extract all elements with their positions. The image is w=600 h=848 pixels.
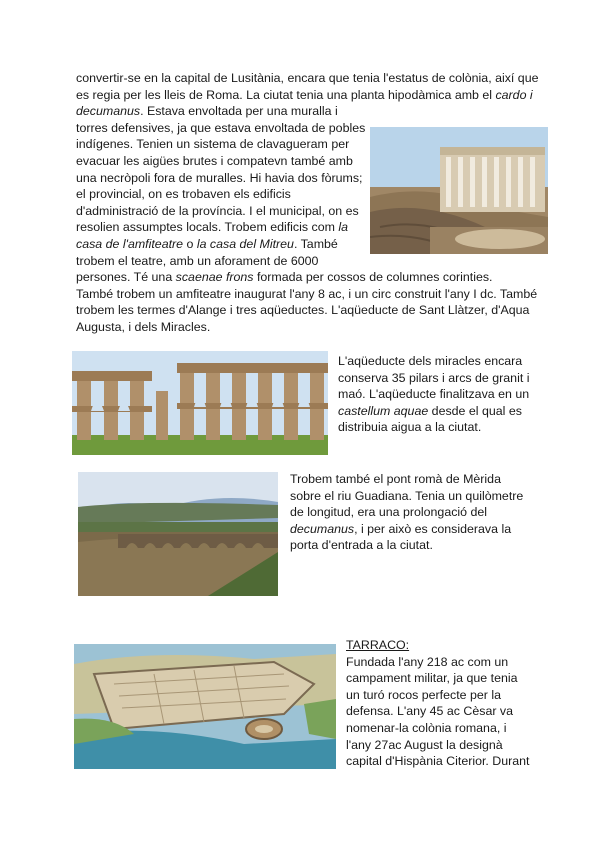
text-line: decumanus, i per això es considerava la <box>290 521 512 536</box>
tarraco-illustration <box>74 644 336 769</box>
aqueduct-paragraph <box>338 353 529 436</box>
text-line: de longitud, era una prolongació del <box>290 505 488 520</box>
text-line: persones. Té una scaenae frons formada per cossos de columnes corinties. <box>76 270 493 285</box>
text-line: es regia per les lleis de Roma. La ciutat tenia una planta hipodàmica amb el cardo i <box>76 87 533 102</box>
roman-bridge-photo <box>78 472 278 596</box>
text-line: Augusta, i dels Miracles. <box>76 319 211 334</box>
bridge-paragraph <box>290 471 523 554</box>
text-line: També trobem un amfiteatre inaugurat l'any 8 ac, i un circ construit l'any I dc. També <box>76 286 538 301</box>
text-line: indígenes. Tenien un sistema de clavagueram per <box>76 137 350 152</box>
roman-theatre-photo <box>370 127 548 254</box>
text-line: l'any 27ac August la designà <box>346 737 503 752</box>
text-line: decumanus. Estava envoltada per una muralla i <box>76 104 338 119</box>
text-line: distribuia aigua a la ciutat. <box>338 420 482 435</box>
text-line: evacuar les aigües brutes i compatevn també amb <box>76 153 353 168</box>
text-line: un turó rocos perfecte per la <box>346 687 501 702</box>
text-line: casa de l'amfiteatre o la casa del Mitreu. També <box>76 236 338 251</box>
text-line: maó. L'aqüeducte finalitzava en un <box>338 387 530 402</box>
text-line: sobre el riu Guadiana. Tenia un quilòmetre <box>290 488 524 503</box>
text-line: resolien assumptes locals. Trobem edificis com la <box>76 220 349 235</box>
text-line: trobem el teatre, amb un aforament de 6000 <box>76 253 319 268</box>
text-line: capital d'Hispània Citerior. Durant <box>346 754 530 769</box>
text-line: Fundada l'any 218 ac com un <box>346 654 509 669</box>
text-line: defensa. L'any 45 ac Cèsar va <box>346 704 513 719</box>
text-line: el provincial, on es trobaven els edificis <box>76 187 291 202</box>
text-line: d'administració de la província. I el municipal, on es <box>76 203 359 218</box>
text-line: Trobem també el pont romà de Mèrida <box>290 472 501 486</box>
text-line: L'aqüeducte dels miracles encara <box>338 354 523 368</box>
section-heading: TARRACO: <box>346 638 410 652</box>
text-line: campament militar, ja que tenia <box>346 671 518 686</box>
aqueduct-los-milagros-photo <box>72 351 328 455</box>
tarraco-paragraph <box>346 637 530 770</box>
text-line: torres defensives, ja que estava envoltada de pobles <box>76 120 366 135</box>
text-line: una necròpoli fora de muralles. Hi havia dos fòrums; <box>76 170 363 185</box>
text-line: convertir-se en la capital de Lusitània, encara que tenia l'estatus de colònia, així que <box>76 71 539 85</box>
text-line: trobem les termes d'Alange i tres aqüeductes. L'aqüeducte de Sant Llàtzer, d'Aqua <box>76 303 530 318</box>
text-line: conserva 35 pilars i arcs de granit i <box>338 370 530 385</box>
text-line: castellum aquae desde el qual es <box>338 403 522 418</box>
text-line: porta d'entrada a la ciutat. <box>290 538 433 553</box>
text-line: nomenar-la colònia romana, i <box>346 720 507 735</box>
